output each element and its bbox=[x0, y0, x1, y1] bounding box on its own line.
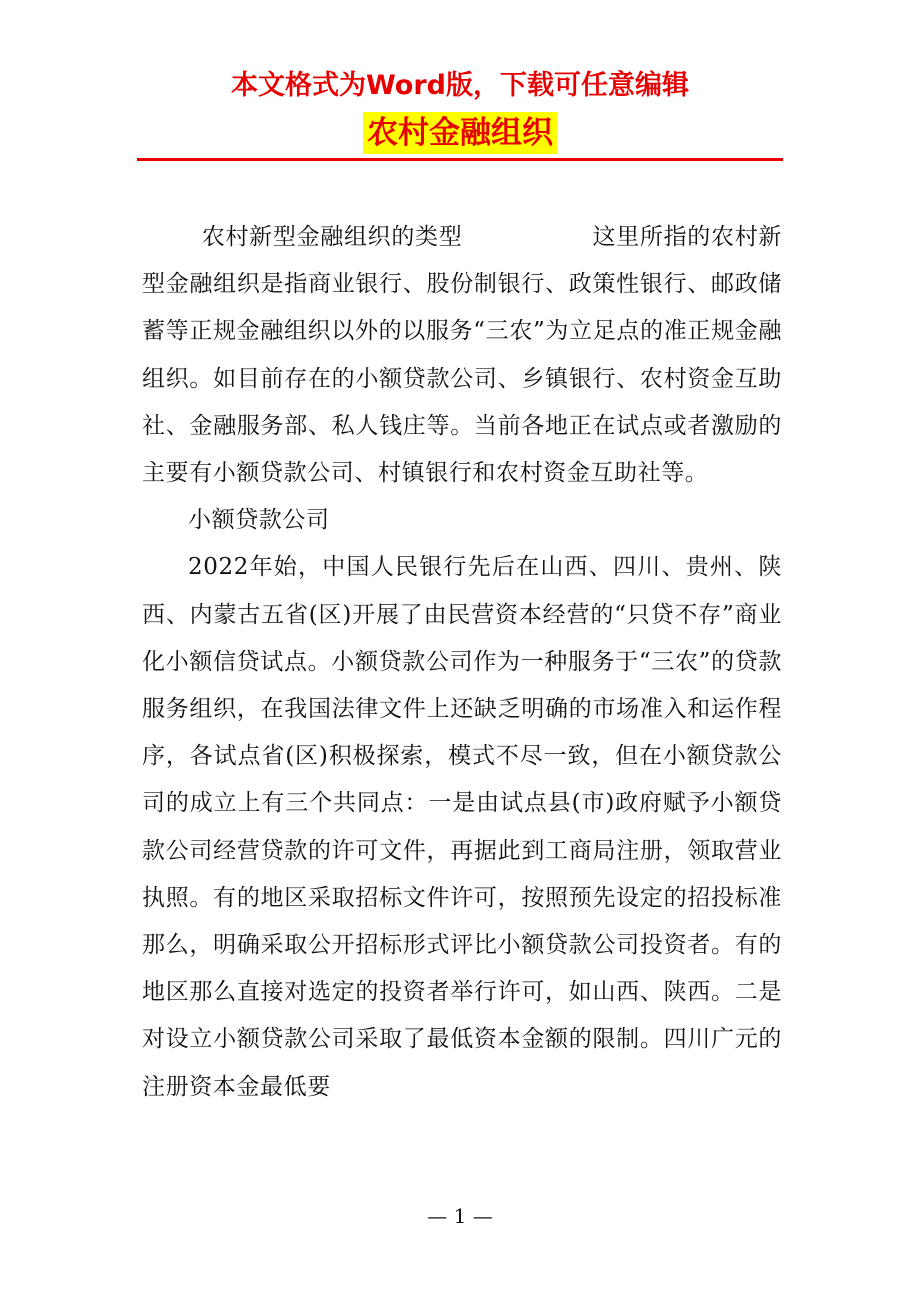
paragraph-1 bbox=[142, 214, 782, 497]
format-banner: 本文格式为Word版，下载可任意编辑 bbox=[230, 70, 689, 101]
title-divider bbox=[137, 158, 783, 161]
document-body bbox=[142, 214, 782, 1111]
title-container bbox=[0, 112, 920, 154]
section-heading-microcredit-company: 小额贷款公司 bbox=[188, 507, 330, 534]
document-title: 农村金融组织 bbox=[363, 112, 557, 154]
paragraph-3: 2022年始，中国人民银行先后在山西、四川、贵州、陕西、内蒙古五省(区)开展了由民营资本经营的“只贷不存”商业化小额信贷试点。小额贷款公司作为一种服务于“三农”的贷款服务组织，在我国法律文件上还缺乏明确的市场准入和运作程序，各试点省(区)积极探索，模式不尽一致，但在小额贷款公司的成立上有三个共同点：一是由试点县(市)政府赋予小额贷款公司经营贷款的许可文件，再据此到工商局注册，领取营业执照。有的地区采取招标文件许可，按照预先设定的招投标准那么，明确采取公开招标形式评比小额贷款公司投资者。有的地区那么直接对选定的投资者举行许可，如山西、陕西。二是对设立小额贷款公司采取了最低资本金额的限制。四川广元的注册资本金最低要 bbox=[142, 554, 782, 1100]
page-number: — 1 — bbox=[427, 1204, 493, 1228]
section-heading-new-financial-org-types: 农村新型金融组织的类型 bbox=[201, 224, 463, 250]
paragraph-1-text: 这里所指的农村新型金融组织是指商业银行、股份制银行、政策性银行、邮政储蓄等正规金融组织以外的以服务“三农”为立足点的准正规金融组织。如目前存在的小额贷款公司、乡镇银行、农村资金互助社、金融服务部、私人钱庄等。当前各地正在试点或者激励的主要有小额贷款公司、村镇银行和农村资金互助社等。 bbox=[142, 224, 782, 487]
